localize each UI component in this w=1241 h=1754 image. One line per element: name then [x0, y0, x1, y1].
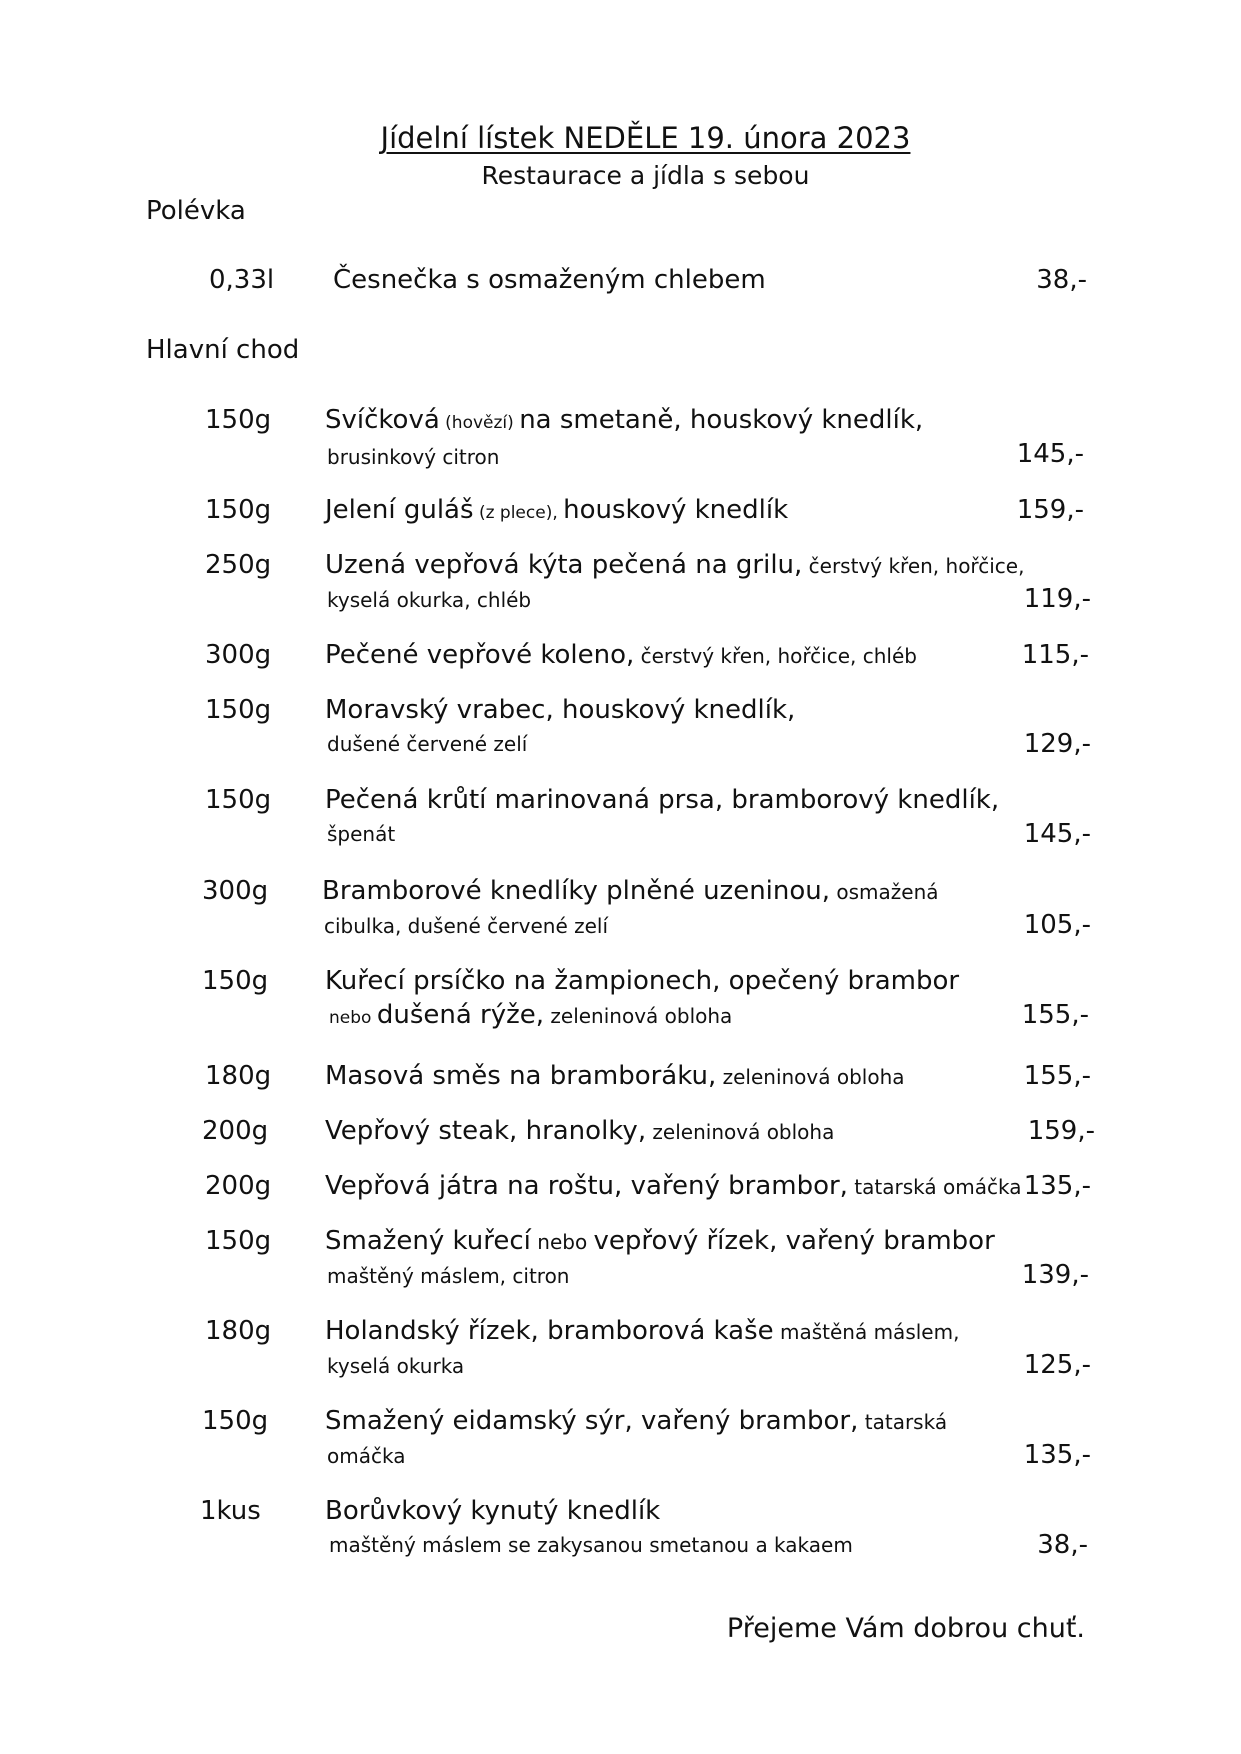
item-portion: 150g [205, 1226, 272, 1256]
item-note: zeleninová obloha [716, 1065, 905, 1089]
item-portion: 150g [205, 785, 272, 815]
item-note: tatarská [858, 1410, 948, 1434]
item-price: 139,- [1021, 1260, 1089, 1290]
item-price: 129,- [1023, 729, 1091, 759]
item-price: 105,- [1023, 910, 1091, 940]
section-label-soup: Polévka [146, 196, 246, 226]
item-price: 135,- [1023, 1440, 1091, 1470]
item-price: 119,- [1023, 584, 1091, 614]
item-portion: 300g [205, 640, 272, 670]
item-portion: 150g [202, 1406, 269, 1436]
menu-subtitle: Restaurace a jídla s sebou [481, 161, 810, 190]
item-price: 155,- [1023, 1061, 1091, 1091]
item-side: cibulka, dušené červené zelí [324, 914, 609, 938]
item-name: Smažený eidamský sýr, vařený brambor, tatarská [325, 1406, 948, 1436]
item-note: čerstvý křen, hořčice, [802, 554, 1025, 578]
item-name: Masová směs na bramboráku, zeleninová obloha [325, 1061, 905, 1091]
item-name: Pečená krůtí marinovaná prsa, bramborový knedlík, [325, 785, 1000, 815]
item-side: kyselá okurka [327, 1354, 465, 1378]
item-note: (z plece), [473, 503, 564, 523]
item-side: dušené červené zelí [327, 732, 528, 756]
item-price: 145,- [1016, 439, 1084, 469]
item-portion: 150g [205, 495, 272, 525]
item-price: 38,- [1037, 1530, 1088, 1560]
item-portion: 150g [202, 966, 269, 996]
item-portion: 1kus [200, 1496, 261, 1526]
item-name: Holandský řízek, bramborová kaše maštěná máslem, [325, 1316, 960, 1346]
item-name: Svíčková (hovězí) na smetaně, houskový knedlík, [325, 405, 924, 435]
item-side: maštěný máslem se zakysanou smetanou a kakaem [329, 1533, 853, 1557]
item-name: Uzená vepřová kýta pečená na grilu, čerstvý křen, hořčice, [325, 550, 1025, 580]
item-portion: 180g [205, 1316, 272, 1346]
item-side: špenát [327, 822, 396, 846]
item-name: Vepřový steak, hranolky, zeleninová obloha [325, 1116, 835, 1146]
item-side: maštěný máslem, citron [327, 1264, 570, 1288]
item-note: čerstvý křen, hořčice, chléb [634, 644, 917, 668]
item-name: Borůvkový kynutý knedlík [325, 1496, 661, 1526]
item-name: Vepřová játra na roštu, vařený brambor, tatarská omáčka [325, 1171, 1022, 1201]
item-name: Bramborové knedlíky plněné uzeninou, osmažená [322, 876, 939, 906]
item-price: 159,- [1016, 495, 1084, 525]
item-side: brusinkový citron [327, 445, 500, 469]
item-portion: 300g [202, 876, 269, 906]
item-side: omáčka [327, 1444, 406, 1468]
closing-greeting: Přejeme Vám dobrou chuť. [726, 1613, 1085, 1644]
item-portion: 250g [205, 550, 272, 580]
item-note: zeleninová obloha [646, 1120, 835, 1144]
item-portion: 180g [205, 1061, 272, 1091]
item-price: 159,- [1027, 1116, 1095, 1146]
item-name: Jelení guláš (z plece), houskový knedlík [325, 495, 789, 525]
item-portion: 150g [205, 405, 272, 435]
menu-title: Jídelní lístek NEDĚLE 19. února 2023 [380, 121, 911, 155]
item-name: Pečené vepřové koleno, čerstvý křen, hořčice, chléb [325, 640, 917, 670]
item-portion: 150g [205, 695, 272, 725]
item-portion: 200g [202, 1116, 269, 1146]
item-note: tatarská omáčka [847, 1175, 1022, 1199]
item-note: (hovězí) [439, 413, 520, 433]
item-side: kyselá okurka, chléb [327, 588, 532, 612]
item-price: 38,- [1036, 265, 1087, 295]
section-label-main: Hlavní chod [146, 335, 300, 365]
item-note: maštěná máslem, [773, 1320, 960, 1344]
item-name: Česnečka s osmaženým chlebem [333, 265, 766, 295]
item-note: osmažená [830, 880, 939, 904]
item-note: nebo [530, 1230, 594, 1254]
item-price: 115,- [1021, 640, 1089, 670]
item-price: 135,- [1023, 1171, 1091, 1201]
item-name: Smažený kuřecí nebo vepřový řízek, vařený brambor [325, 1226, 995, 1256]
item-name: Kuřecí prsíčko na žampionech, opečený brambor [325, 966, 960, 996]
item-portion: 0,33l [209, 265, 275, 295]
item-price: 145,- [1023, 819, 1091, 849]
item-portion: 200g [205, 1171, 272, 1201]
item-price: 125,- [1023, 1350, 1091, 1380]
item-side: nebo dušená rýže, zeleninová obloha [329, 1000, 733, 1030]
item-name: Moravský vrabec, houskový knedlík, [325, 695, 796, 725]
item-price: 155,- [1021, 1000, 1089, 1030]
